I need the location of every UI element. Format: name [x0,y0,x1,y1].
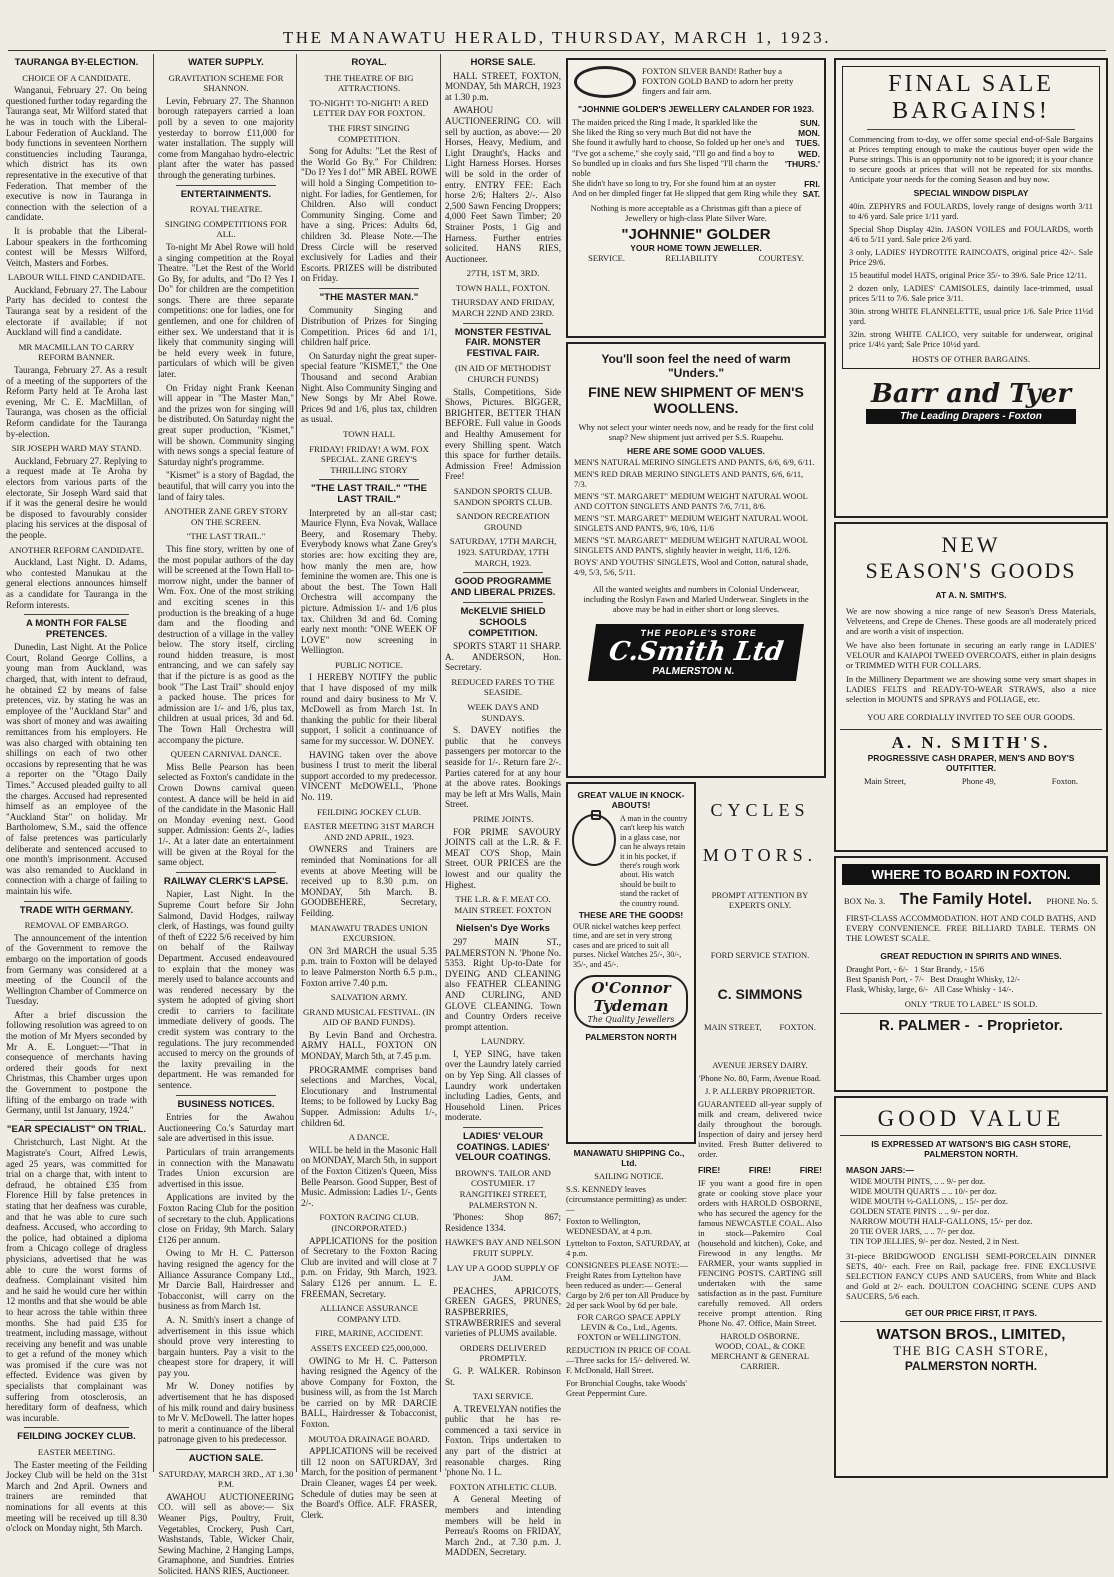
article-paragraph: Auckland, February 27. Replying to a request made at Te Aroha by electors from various parts of the electorate, Sir Joseph Ward said that if it was the general desire he would be disposed to favourably consider placing his services at the disposal of the people. [6,455,147,540]
barr-tyer-tagline: The Leading Drapers - Foxton [866,409,1076,424]
article-paragraph: G. P. WALKER. Robinson St. [445,1365,561,1387]
article-heading: MONSTER FESTIVAL FAIR. MONSTER FESTIVAL FAIR. [454,326,552,359]
list-item: 2 dozen only, LADIES' CAMISOLES, daintily lace-trimmed, usual prices 5/11 to 7/6. Sale price 3/11. [849,284,1093,303]
article-paragraph: Entries for the Awahou Auctioneering Co.'s Saturday mart sale are advertised in this issue. [158,1112,294,1144]
ford-service: FORD SERVICE STATION. [710,950,810,960]
c-smith-logo [588,624,804,681]
column-3 [296,54,441,1520]
mason-jars-heading: MASON JARS:— [846,1165,915,1175]
article-subheading: REMOVAL OF EMBARGO. [24,920,129,931]
hotel-box: BOX No. 3. [844,896,886,906]
list-item: 15 beautiful model HATS, original Price 35/- to 39/6. Sale Price 12/11. [849,271,1087,280]
article-subheading: SINGING COMPETITIONS FOR ALL. [164,218,288,240]
article-paragraph: I, YEP SING, have taken over the Laundry lately carried on by Yep Sing. All classes of Laundry work undertaken including Ladies, Gents, and Household Linen. Prices moderate. [445,1048,561,1123]
golder-brand: "JOHNNIE" GOLDER [621,225,771,243]
calendar-row [568,189,824,199]
article-paragraph: SPORTS START 11 SHARP. A. ANDERSON, Hon. Secretary. [445,641,561,673]
barr-intro: Commencing from to-day, we offer some special end-of-Sale Bargains at Prices tempting enough to make the cautious buyer open wide the Purse strings. This is an opportunity not to be ignored; it is your chance to secure goods at prices that will not be repeated for six months. Anticipate your needs for the coming Season and buy now. [849,134,1093,184]
article-paragraph: PROGRAMME comprises band selections and Marches, Vocal, Elocutionary and Instrumental Items; to be followed by Lucky Bag Supper. Admission: Adults 1/-, children 6d. [301,1064,437,1128]
an-smith-ad [834,522,1108,852]
knockabout-goods: THESE ARE THE GOODS! [578,910,684,921]
article-subheading: QUEEN CARNIVAL DANCE. [170,749,282,760]
article-subheading: THURSDAY AND FRIDAY, MARCH 22ND AND 23RD. [451,297,555,319]
cycles-title: CYCLES [710,800,810,820]
quality-jewellers: The Quality Jewellers [587,1015,675,1025]
knockabout-title: GREAT VALUE IN KNOCK-ABOUTS! [577,790,685,810]
article-paragraph: PEACHES, APRICOTS, GREEN GAGES, PRUNES, RASPBERRIES, STRAWBERRIES and several varieties of PLUMS available. [445,1285,561,1339]
woollens-heading: You'll soon feel the need of warm "Unders." [601,352,791,380]
watson-store: THE BIG CASH STORE, [893,1343,1049,1358]
article-paragraph: The Easter meeting of the Feilding Jockey Club will be held on the 31st March and 2nd April. Owners and trainers are reminded that nominations for all events at this meeting will be received up till 8.30 o'clock on Monday night, 5th March. [6,1459,147,1534]
woollens-note: All the wanted weights and numbers in Colonial Underwear, including the Roslyn Fawn and Marled Underwear. Singlets in the above may be had in either short or long sleeves. [583,584,809,614]
list-item: BOYS' AND YOUTHS' SINGLETS, Wool and Cotton, natural shade, 4/9, 5/3, 5/6, 5/11. [574,558,809,577]
article-subheading: FIRE, MARINE, ACCIDENT. [314,1328,424,1339]
article-subheading: SIR JOSEPH WARD MAY STAND. [11,443,142,454]
article-heading: AUCTION SALE. [188,1453,264,1465]
hotel-true-label: ONLY "TRUE TO LABEL" IS SOLD. [904,999,1038,1009]
article-paragraph: The announcement of the intention of the Government to remove the embargo on the importation of goods from Germany was considered at a meeting of the Council of the Wellington Chamber of Commerce on Tuesday. [6,932,147,1007]
hotel-heading: WHERE TO BOARD IN FOXTON. [842,864,1100,885]
fire-heading-2: FIRE! [748,1165,772,1175]
hotel-phone: PHONE No. 5. [1046,896,1098,906]
peppermint-cure: For Bronchial Coughs, take Woods' Great Peppermint Cure. [566,1378,687,1398]
list-item: MEN'S "ST. MARGARET" MEDIUM WEIGHT NATURAL WOOL SINGLETS AND PANTS, 9/6, 10/6, 11/6 [574,514,808,533]
calendar-row [568,128,824,138]
golder-calendar [568,118,824,200]
hosts-of-bargains: HOSTS OF OTHER BARGAINS. [911,354,1031,364]
column-rule [176,872,276,873]
calendar-verse: So bundled up in cloaks and furs She lisped "I'll charm the noble [572,158,769,179]
an-smith-town: Foxton. [1051,776,1079,786]
calendar-verse: She liked the Ring so very much But did not have the [572,128,752,138]
hotel-accommodation: FIRST-CLASS ACCOMMODATION. HOT AND COLD BATHS, AND EVERY CONVENIENCE. FREE BILLIARD TABLE. TERMS ON THE LOWEST SCALE. [846,913,1096,943]
article-heading: McKELVIE SHIELD SCHOOLS COMPETITION. [460,606,546,639]
article-paragraph: 297 MAIN ST., PALMERSTON N. 'Phone No. 5353. Right Up-to-Date for DYEING AND CLEANING also FEATHER CLEANING AND CURLING, AND GLOVE CLEANING. Town and Country Orders receive prompt attention. [445,936,561,1032]
article-subheading: (IN AID OF METHODIST CHURCH FUNDS) [454,363,552,385]
article-paragraph: AWAHOU AUCTIONEERING CO. will sell as above:— Six Weaner Pigs, Poultry, Fruit, Vegetables, Crockery, Push Cart, Washstands, Table, Wicker Chair, Sewing Machine, 2 Hanging Lamps, Gramaphone, and Sundries. Entries Solicited. HANS RIES, Auctioneer. [158,1491,294,1576]
golder-note: Nothing is more acceptable as a Christmas gift than a piece of Jewellery or high-class Plate Silver Ware. [590,202,802,223]
list-item: Special Shop Display 42in. JASON VOILES and FOULARDS, worth 4/6 to 5/11 yard. Sale price 2/6 yard. [849,225,1093,244]
article-paragraph: Tauranga, February 27. As a result of a meeting of the supporters of the Reform Party held at Te Aroha last evening, Mr C. E. MacMillan, of Tauranga, was chosen as the official Reform candidate for the Tauranga by-election. [6,365,147,439]
good-value-title: GOOD VALUE [877,1106,1065,1131]
watson-price-first: GET OUR PRICE FIRST, IT PAYS. [905,1308,1037,1318]
article-paragraph: To-night Mr Abel Rowe will hold a singing competition at the Royal Theatre. "Let the Rest of the World Go By, for adults, and "Do I? Yes I Do" for children are the competition songs. There are three separate competitions: one for ladies, one for gentlemen, and one for children of either sex. We understand that it is likely that community singing will be held every week in future, particulars of which will be given later. [158,241,294,380]
article-subheading: BROWN'S. TAILOR AND COSTUMIER. 17 RANGITIKEI STREET, PALMERSTON N. [455,1167,551,1210]
article-paragraph: Song for Adults: "Let the Rest of the World Go By." For Children: "Do I? Yes I do!" MR ABEL ROWE will hold a Singing Competition to-night. For ladies, for Gentlemen, for Children. Also will conduct Community Singing. Come and have a sing. Prices: Adults 6d, children 3d. Please Note.—The Dress Circle will be reserved exclusively for Ladies and their Escorts. PRIZES will be distributed on Friday. [301,146,437,284]
final-sale-title: FINAL SALE [888,71,1054,97]
article-subheading: FOXTON RACING CLUB. (INCORPORATED.) [319,1212,419,1233]
article-paragraph: A General Meeting of members and intending members will be held in Perreau's Rooms on FRIDAY, March 2nd., at 7.30 p.m. J. MADDEN, Secretary. [445,1494,561,1558]
article-paragraph: Interpreted by an all-star cast; Maurice Flynn, Eva Novak, Wallace Beery, and Rosemary Theby. Everybody knows what Zane Grey's stories are: how exciting they are, how manly the men are, how feminine the women are. This one is about the best. The Town Hall Orchestra will accompany the picture. Admission 1/- and 1/6 plus tax. Children 3d and 6d. Coming early next month: "ONE WEEK OF LOVE" now screening in Wellington. [301,507,437,656]
article-subheading: SATURDAY, MARCH 3RD., AT 1.30 P.M. [158,1468,294,1490]
golder-jeweller-ad [566,58,826,338]
article-subheading: ASSETS EXCEED £25,000,000. [310,1342,428,1353]
article-paragraph: On Friday night Frank Keenan will appear in "The Master Man," and the prizes won for singing will be distributed. On Saturday night the great super production, "Kismet," will be shown. Community singing with news songs a special feature of Saturday night's programme. [158,382,294,467]
list-item: Best Spanish Port, - 7/- Best Draught Whisky, 12/- [846,975,1020,984]
woollens-price-list [568,456,824,578]
an-smith-millinery: In the Millinery Department we are showing some very smart shapes in LADIES FELTS and READY-TO-WEAR STRAWS, also a nice selection in MOUNTS and SPRAYS and FOLIAGE, etc. [846,674,1096,704]
article-paragraph: Community Singing and Distribution of Prizes for Singing Competition. Prices 6d and 1/1, children half price. [301,305,437,348]
watson-bros-ad [834,1096,1108,1478]
article-paragraph: By Levin Band and Orchestra. ARMY HALL, FOXTON ON MONDAY, March 5th, at 7.45 p.m. [301,1029,437,1062]
article-paragraph: Napier, Last Night. In the Supreme Court before Sir John Salmond, David Hodges, railway clerk, of Hastings, was found guilty of theft of £222 5/6 received by him on behalf of the Railway Department. Accused endeavoured to explain that the money was merely used to balance accounts and was rendered necessary by the system he adopted of giving short credit to carriers to facilitate immediate delivery of goods. The credit system was contrary to the regulations. The jury recommended accused to mercy on the grounds of the laxity prevailing in the department. He was remanded for sentence. [158,889,294,1091]
family-hotel-ad [834,856,1108,1092]
article-heading: Nielsen's Dye Works [456,923,550,935]
article-paragraph: Levin, February 27. The Shannon borough ratepayers carried a loan poll by a seven to one majority yesterday to borrow £11,000 for water installation. The supply will come from Mangahao hydro-electric plant after the water has passed through the generating turbines. [158,95,294,180]
calendar-row [568,149,824,159]
oconnor-wordmark: O'Connor [591,979,671,998]
article-paragraph: Particulars of train arrangements in connection with the Manawatu Trades Union excursion are advertised in this issue. [158,1147,294,1189]
calendar-day: TUES. [795,138,820,149]
article-subheading: ANOTHER ZANE GREY STORY ON THE SCREEN. [164,506,288,527]
list-item: 30in. strong WHITE FLANNELETTE, usual price 1/6. Sale Price 11½d yard. [849,307,1093,326]
article-paragraph: Auckland, February 27. The Labour Party has decided to contest the Tauranga seat by a resident of the electorate if available; if not Auckland will find a candidate. [6,284,147,338]
article-subheading: REDUCED FARES TO THE SEASIDE. [451,676,555,698]
article-subheading: HAWKE'S BAY AND NELSON FRUIT SUPPLY. [445,1237,561,1258]
article-subheading: FOXTON ATHLETIC CLUB. [449,1481,557,1492]
barr-price-list [849,202,1093,350]
article-paragraph: Stalls, Competitions, Side Shows, Pictures. BIGGER, BRIGHTER, BETTER THAN BEFORE. Full value in Goods and Healthy Amusement for every Shilling spent. Watch this space for further details. Admission Free! Admission Free! [445,386,561,482]
article-subheading: WEEK DAYS AND SUNDAYS. [467,702,539,723]
article-paragraph: APPLICATIONS for the position of Secretary to the Foxton Racing Club are invited and will close at 7 p.m. on Friday, 9th March, 1923. Salary £126 per annum. L. E. FREEMAN, Secretary. [301,1235,437,1299]
column-rule [24,1120,129,1121]
column-rule [176,1095,276,1096]
fire-body: IF you want a good fire in open grate or cooking stove place your orders with HAROLD OSBORNE, who has secured the agency for the famous NEWCASTLE COAL. Also in stock—Pakemiro Coal (household and kitchen), Coke, and Firewood in any lengths. Mr FARMER, your wants supplied in FENCING POSTS. CARTING still undertaken with the same satisfaction as in the past. Furniture carefully removed. All orders receive prompt attention. Ring Phone No. 47. Office, Main Street. [698,1178,822,1328]
hotel-name: The Family Hotel. [899,891,1033,908]
article-subheading: SANDON RECREATION GROUND [456,511,550,532]
tydeman-wordmark: Tydeman [593,997,669,1016]
article-subheading: PRIME JOINTS. [472,814,534,824]
osborne-signature: HAROLD OSBORNE. [720,1331,800,1341]
article-paragraph: Applications are invited by the Foxton Racing Club for the position of secretary to the club. Applications close on Friday, 9th March. Salary £126 per annum. [158,1192,294,1245]
article-subheading: MANAWATU TRADES UNION EXCURSION. [310,922,428,944]
list-item: 40in. ZEPHYRS and FOULARDS, lovely range of designs worth 3/11 to 4/6 yard. Sale price 1/11 yard. [849,202,1093,221]
shipping-title: MANAWATU SHIPPING Co., Ltd. [573,1148,685,1168]
article-paragraph: HAVING taken over the above business I trust to merit the liberal support accorded to my predecessor. VINCENT McDOWELL, 'Phone No. 119. [301,749,437,802]
column-rule [463,1127,543,1128]
column-4 [440,54,565,1558]
list-item: 20 TIE OVER JARS, .. .. 7/- per doz. [850,1227,975,1236]
article-paragraph: AWAHOU AUCTIONEERING CO. will sell by auction, as above:— 20 Horses, Heavy, Medium, and Light Draught's, Hacks and Light Harness Horses. Horses will be sold in the order of entry. ENTRY FEE: Each horse 2/6; Halters 2/-. Also 2,500 Sawn Fencing Droppers; 4,000 Feet Sawn Timber; 20 Strainer Posts, 1 Gig and Harness. Further entries solicited. HANS RIES, Auctioneer. [445,105,561,264]
article-heading: TRADE WITH GERMANY. [19,904,134,916]
article-paragraph: A. TREVELYAN notifies the public that he has re-commenced a taxi service in Foxton. Trips undertaken to any part of the district at reasonable charges. Ring 'phone No. 1 L. [445,1403,561,1478]
article-heading: FEILDING JOCKEY CLUB. [17,1431,136,1443]
article-heading: HORSE SALE. [470,57,536,68]
column-rule [319,479,419,480]
article-paragraph: Dunedin, Last Night. At the Police Court, Roland George Collins, a young man from Auckland, was charged, that, with intent to defraud, he obtained £2 by means of false pretences, viz. by stating he was an employee of the "Auckland Star" and was short of money and was awaiting remittances from his employers. He was also charged with obtaining ten shillings on each of two other occasions by representing that he was a reporter on the "Otago Daily Times." Accused pleaded guilty to all the charges. Accused had represented himself as an employee of the "Auckland Star" on holiday. Mr Bartholomew, S.M., said the offence of false pretences was particularly deliberate and sentenced accused to one month's imprisonment. Accused was also remanded to Auckland in connection with a charge of failing to maintain his wife. [6,642,147,896]
knockabout-body: A man in the country can't keep his watch in a glass case, nor can he always retain it in his pocket, if there's rough work about. His watch should be built to stand the racket of the country round. [620,814,688,908]
woollens-intro: Why not select your winter needs now, and be ready for the first cold snap? New shipment just arrived per S.S. Ruapehu. [578,422,814,442]
motors-title: MOTORS. [702,845,818,865]
list-item: 32in. strong WHITE CALICO, very suitable for underwear, original price 1/4½ yard; Sale Price 10½d yard. [849,330,1093,349]
bargains-title: BARGAINS! [892,98,1050,124]
article-paragraph: I HEREBY NOTIFY the public that I have disposed of my milk round and dairy business to Mr V. McDowell as from March 1st. In thanking the public for their liberal support, I solicit a continuance of same for my successor. W. DONEY. [301,672,437,747]
article-subheading: FEILDING JOCKEY CLUB. [316,806,421,817]
store-banner: THE PEOPLE'S STORE [639,628,758,638]
simmons-name: C. SIMMONS [717,986,803,1002]
article-subheading: TO-NIGHT! TO-NIGHT! A RED LETTER DAY FOR FOXTON. [309,97,429,119]
list-item: MEN'S "ST. MARGARET" MEDIUM WEIGHT NATURAL WOOL AND COTTON SINGLETS AND PANTS 7/6, 7/11, 8/6. [574,492,808,511]
column-rule [176,185,276,186]
list-item: Flask, Whisky, large, 6/- All Case Whisky - 14/-. [846,985,1014,994]
article-paragraph: HALL STREET, FOXTON, MONDAY, 5th MARCH, 1923 at 1.30 p.m. [445,70,561,102]
article-subheading: EASTER MEETING 31ST MARCH AND 2ND APRIL, 1923. [303,821,435,842]
article-subheading: ALLIANCE ASSURANCE COMPANY LTD. [320,1303,418,1324]
golder-footer-service: SERVICE. [588,252,626,263]
list-item: NARROW MOUTH HALF-GALLONS, 15/- per doz. [850,1217,1033,1226]
article-paragraph: WILL be held in the Masonic Hall on MONDAY, March 5th, in support of the Foxton Citizen's Queen, Miss Belle Pearson. Good Supper, Best of Music. Admission: Ladies 1/-, Gents 2/-. [301,1144,437,1208]
calendar-verse: The maiden priced the Ring I made, It sparkled like the [572,118,758,127]
coal-reduction: REDUCTION IN PRICE OF COAL —Three sacks for 15/- delivered. W. F. McDonald, Hall Street. [566,1345,691,1375]
column-rule [176,1449,276,1450]
article-paragraph: On Saturday night the great super-special feature "KISMET," the One Thousand and second Arabian Night. Also Community Singing and New Songs by Mr Abel Rowe. Prices 9d and 1/6, plus tax, children as usual. [301,350,437,425]
article-subheading: TAXI SERVICE. [472,1391,534,1402]
oconnor-tydeman-logo [574,975,688,1028]
calendar-day: MON. [798,128,820,139]
article-paragraph: OWNERS and Trainers are reminded that Nominations for all events at above Meeting will be received up to 8.30 p.m. on MONDAY, 5th March. B. GOODBEHERE, Secretary, Feilding. [301,844,437,918]
calendar-verse: She found it awfully hard to choose, So folded up her one's and [572,138,785,148]
dairy-phone: 'Phone No. 80, Farm, Avenue Road. [698,1073,821,1083]
article-subheading: TOWN HALL [343,429,395,439]
woollens-values-heading: HERE ARE SOME GOOD VALUES. [627,446,765,456]
column-rule [24,614,129,615]
calendar-row [568,159,824,179]
column-rule [463,602,543,603]
article-subheading: ANOTHER REFORM CANDIDATE. [8,544,145,555]
article-subheading: SALVATION ARMY. [330,992,408,1003]
article-paragraph: "Kismet" is a story of Bagdad, the beautiful, that will carry you into the land of fairy tales. [158,470,294,502]
shipping-subtitle: SAILING NOTICE. [594,1171,664,1181]
article-subheading: "THE LAST TRAIL." [186,531,266,542]
article-subheading: GRAVITATION SCHEME FOR SHANNON. [168,72,284,94]
calendar-verse: "I've got a scheme," she coyly said, "I'll go and find a boy to [572,148,775,158]
calendar-row [568,138,824,148]
article-heading: ROYAL. [351,57,387,68]
column-2 [153,54,298,1576]
list-item: GOLDEN STATE PINTS .. .. 9/- per doz. [850,1207,990,1216]
c-smith-place: PALMERSTON N. [651,666,736,677]
pocket-watch-icon [572,814,616,866]
article-paragraph: After a brief discussion the following resolution was agreed to on the motion of Mr Myers seconded by Mr A. E. Longuet:—"That in consequence of merchants having ordered their goods for next Christmas, this Chamber urges upon the Government to postpone the lifting of the embargo on trade with Germany, until 1st January, 1924." [6,1009,147,1116]
golder-footer-courtesy: COURTESY. [758,252,804,263]
an-smith-street: Main Street, [863,776,906,786]
list-item: MEN'S NATURAL MERINO SINGLETS AND PANTS, 6/6, 6/9, 6/11. [574,458,815,467]
knockabout-watches-ad [566,782,696,1144]
shipping-kennedy: S.S. KENNEDY leaves (circumstance permitting) as under:— [566,1184,688,1214]
fire-heading-1: FIRE! [698,1165,721,1175]
article-subheading: GRAND MUSICAL FESTIVAL. (IN AID OF BAND FUNDS). [303,1006,435,1028]
golder-tagline: YOUR HOME TOWN JEWELLER. [630,242,762,253]
article-paragraph: Auckland, Last Night. D. Adams, who contested Manukau at the general elections announces himself as a candidate for Tauranga in the Reform interests. [6,557,147,610]
article-subheading: SATURDAY, 17TH MARCH, 1923. SATURDAY, 17TH MARCH, 1923. [449,536,557,568]
column-rule [319,288,419,289]
article-paragraph: Wanganui, February 27. On being questioned further today regarding the Tauranga seat, Mr Wilford stated that he was in touch with the Liberal-Labour Federation of Auckland. The body functions in seventeen Northern constituencies including Tauranga, which district has its own representative in the executive of that Federation. That member of the executive is now in Tauranga in connection with the selection of a candidate. [6,85,147,223]
golder-intro: FOXTON SILVER BAND! Rather buy a FOXTON GOLD BAND to adorn her pretty fingers and fair arm. [642,66,794,96]
knockabout-place: PALMERSTON NORTH [585,1032,677,1043]
seasons-goods-title: SEASON'S GOODS [865,558,1077,583]
hotel-price-list [836,965,1106,995]
watson-place: PALMERSTON NORTH. [904,1359,1038,1373]
list-item: WIDE MOUTH PINTS, .. .. 9/- per doz. [850,1177,986,1186]
article-heading: ENTERTAINMENTS. [180,188,272,200]
watson-subtitle: IS EXPRESSED AT WATSON'S BIG CASH STORE, PALMERSTON NORTH. [871,1139,1071,1159]
list-item: WIDE MOUTH ½-GALLONS, .. 15/- per doz. [850,1197,1008,1206]
an-smith-phone: Phone 49, [961,776,996,786]
list-item: TIN TOP JELLIES, 9/- per doz. Nested, 2 in Nest. [850,1237,1019,1246]
calendar-verse: And on her dimpled finger fat He slipped that gem Ring while they [572,189,798,199]
article-subheading: CHOICE OF A CANDIDATE. [22,72,131,83]
article-paragraph: Mr W. Doney notifies by advertisement that he has disposed of his milk round and dairy business to Mr V. McDowell. The latter hopes to merit a continuance of the liberal patronage given to his predecessor. [158,1381,294,1445]
column-rule [463,323,543,324]
smith-woollens-ad [566,342,826,778]
dairy-fire-ads [698,1060,822,1474]
list-item: WIDE MOUTH QUARTS .. .. 10/- per doz. [850,1187,997,1196]
shipping-notice [566,1148,692,1474]
watson-price-list [836,1177,1106,1247]
article-heading: LADIES' VELOUR COATINGS. LADIES' VELOUR COATINGS. [455,1131,551,1164]
fire-heading-3: FIRE! [799,1165,822,1175]
article-paragraph: Miss Belle Pearson has been selected as Foxton's candidate in the Crown Downs carnival queen contest. A dance will be held in aid of the candidate in the Masonic Hall on Monday evening next. Good supper. Admission: Gents 2/-, ladies 1/-. At a later date an entertainment will be given at the Royal for the same object. [158,761,294,868]
article-paragraph: 'Phones: Shop 867; Residence 1334. [445,1212,561,1233]
article-heading: GOOD PROGRAMME AND LIBERAL PRIZES. [450,576,556,598]
barr-tyer-ad [834,58,1108,518]
article-heading: RAILWAY CLERK'S LAPSE. [163,875,289,887]
masthead: THE MANAWATU HERALD, THURSDAY, MARCH 1, 1923. [8,28,1106,51]
article-subheading: 27TH, 1ST M, 3RD. [466,268,540,279]
golder-footer-reliability: RELIABILITY [665,252,719,263]
article-subheading: LABOUR WILL FIND CANDIDATE. [7,272,146,283]
list-item: 3 only, LADIES' HYDROTITE RAINCOATS, original price 42/-. Sale Price 29/6. [849,248,1093,267]
article-paragraph: FOR PRIME SAVOURY JOINTS call at the L.R. & F. MEAT CO'S Shop, Main Street. OUR PRICES are the lowest and our quality the Highest. [445,826,561,890]
hotel-proprietor: R. PALMER - - Proprietor. [879,1017,1063,1034]
shipping-lyttelton: Lyttelton to Foxton, SATURDAY, at 4 p.m. [566,1238,690,1258]
dairy-body: GUARANTEED all-year supply of milk and cream, delivered twice daily throughout the borough. Inspection of dairy and jersey herd invited. Fresh Butter delivered to order. [698,1099,822,1159]
column-rule [24,1427,129,1428]
cycles-motors-ad [698,786,822,1052]
calendar-day: FRI. [804,179,820,190]
ring-icon [574,66,636,98]
article-subheading: THE THEATRE OF BIG ATTRACTIONS. [324,72,414,94]
article-paragraph: This fine story, written by one of the most popular authors of the day will be screened at the Town Hall to-morrow night, under the banner of Wm. Fox. One of the most striking and exciting scenes in this production is the breaking of a huge dam and the flooding and destruction of a village in the valley below. The story itself, circling round hidden treasure, is most entrancing, and we can safely say that if the picture is as good as the book "The Last Trail" should enjoy a packed house. The prices for admission are 1/- and 1/6, plus tax, children at usual prices, 3d and 6d. The Town Hall Orchestra will accompany the picture. [158,543,294,745]
dairy-owner: J. P. ALLERBY PROPRIETOR. [704,1086,816,1096]
calendar-row [568,179,824,189]
article-paragraph: A. N. Smith's insert a change of advertisement in this issue which should prove very interesting to bargain hunters. Pay a visit to the cheapest store for drapery, it will pay you. [158,1314,294,1378]
article-paragraph: OWING to Mr H. C. Patterson having resigned the Agency of the above Company for Foxton, the business will, as from the 1st March be carried on by MR DARCIE BALL, Hairdresser & Tobacconist, Foxton. [301,1355,437,1430]
article-paragraph: ON 3rd MARCH the usual 5.35 p.m. train to Foxton will be delayed to leave Palmerston North 6.5 p.m., Foxton arrive 7.40 p.m. [301,945,437,988]
osborne-trade: WOOD, COAL, & COKE MERCHANT & GENERAL CARRIER. [710,1341,810,1371]
article-subheading: LAY UP A GOOD SUPPLY OF JAM. [446,1262,560,1284]
article-heading: "THE LAST TRAIL." "THE LAST TRAIL." [311,483,427,505]
window-display-heading: SPECIAL WINDOW DISPLAY [913,188,1029,198]
watson-name: WATSON BROS., LIMITED, [876,1326,1066,1343]
article-paragraph: Christchurch, Last Night. At the Magistrate's Court, Alfred Lewis, aged 25 years, was committed for trial on a charge that, with intent to defraud, he obtained £35 from Florence Hill by false pretences in stating that her deafness was curable, and that he was able to cure such deafness. Accused, who according to the police, had obtained a diploma from a Chicago college of dragless physicians, advertised that he was able to cure the worst forms of deafness. Complainant visited him and he said he would cure her within 12 months and that she would be able to hear across the table within three months. She had paid £35 for treatment, including massage, without receiving any benefit and was unable to get a refund of the money which was promised if the cure was not effected. Evidence was given by specialists that complainant was suffering from otosclerosis, an hereditary form of deafness, which was incurable. [6,1137,147,1423]
article-paragraph: S. DAVEY notifies the public that he conveys passengers per motorcar to the seaside for 1/-. Return fare 2/-. Parties catered for at any hour at the above rates. Bookings may be left at Mrs Walls, Main Street. [445,725,561,810]
article-heading: "EAR SPECIALIST" ON TRIAL. [6,1123,147,1135]
article-paragraph: APPLICATIONS will be received till 12 noon on SATURDAY, 3rd March, for the position of permanent Drain Cleaner, wages £4 per week. Schedule of duties may be seen at the Board's Office. ALF. FRASER, Clerk. [301,1446,437,1520]
new-title: NEW [941,532,1001,557]
article-paragraph: It is probable that the Liberal-Labour speakers in the forthcoming contest will be Messrs Wilford, Veitch, Masters and Forbes. [6,225,147,268]
list-item: MEN'S RED DRAB MERINO SINGLETS AND PANTS, 6/6, 6/11, 7/3. [574,470,804,489]
article-subheading: THE L.R. & F. MEAT CO. MAIN STREET. FOXTON [454,894,552,915]
column-1 [6,54,151,1534]
column-rule [463,919,543,920]
article-heading: TAURANGA BY-ELECTION. [14,57,139,68]
watson-dinner-sets: 31-piece BRIDGWOOD ENGLISH SEMI-PORCELAIN DINNER SETS, 40/- each. Free on Rail, package free. FINE EXCLUSIVE SELECTION FANCY CUPS AND SAUCERS, from White and Black and Gold at 2/- each. DOULTON COACHING SCENE CUPS AND SAUCERS, 5/6 each. [846,1251,1096,1301]
article-subheading: MOUTOA DRAINAGE BOARD. [308,1433,430,1444]
barr-tyer-logo [866,379,1076,424]
golder-title: "JOHNNIE GOLDER'S JEWELLERY CALANDER FOR 1923. [577,104,815,114]
article-subheading: PUBLIC NOTICE. [335,659,403,670]
article-subheading: SANDON SPORTS CLUB. SANDON SPORTS CLUB. [453,485,553,507]
column-rule [24,901,129,902]
c-smith-wordmark: C.Smith Ltd [607,637,786,667]
article-subheading: A DANCE. [348,1132,390,1143]
article-subheading: ROYAL THEATRE. [189,204,263,215]
calendar-day: SAT. [802,189,820,200]
an-smith-coats: We have also been fortunate in securing an early range in LADIES' VELOUR and KAIAPOI TWEED OVERCOATS, either in plain designs or TRIMMED WITH FUR COLLARS. [846,640,1096,670]
an-smith-name: A. N. SMITH'S. [891,733,1051,752]
article-subheading: FRIDAY! FRIDAY! A WM. FOX SPECIAL. ZANE GREY'S THRILLING STORY [309,443,429,475]
calendar-verse: She didn't have so long to try, For she found him at an oyster [572,179,776,189]
article-paragraph: Owing to Mr H. C. Patterson having resigned the agency for the Alliance Assurance Company Ltd., Mr Darcie Ball, Hairdresser and Tobacconist, will carry on the business as from March 1st. [158,1248,294,1312]
knockabout-prices: OUR nickel watches keep perfect time, and are set in very strong cases and are priced to suit all purses. Nickel Watches 25/-, 30/-, 35/-, and 45/-. [573,922,682,969]
calendar-day: WED. [798,148,820,159]
shipping-agents: FOR CARGO SPACE APPLY LEVIN & Co., Ltd., Agents. FOXTON or WELLINGTON. [577,1312,681,1342]
simmons-street: MAIN STREET, [704,1022,762,1032]
shipping-rates: CONSIGNEES PLEASE NOTE:— Freight Rates from Lyttelton have been reduced as under:— General Cargo by 2/6 per ton All Produce by 2d per sack Wool by 6d per bale. [566,1260,690,1310]
article-heading: A MONTH FOR FALSE PRETENCES. [26,618,127,640]
article-heading: WATER SUPPLY. [188,57,264,68]
article-heading: BUSINESS NOTICES. [177,1098,275,1110]
calendar-day: 'THURS.' [784,158,820,169]
an-smith-sub: AT A. N. SMITH'S. [935,590,1007,600]
article-subheading: ORDERS DELIVERED PROMPTLY. [459,1342,547,1364]
article-subheading: LAUNDRY. [481,1036,525,1047]
article-subheading: MR MACMILLAN TO CARRY REFORM BANNER. [18,341,135,363]
an-smith-tagline: PROGRESSIVE CASH DRAPER, MEN'S AND BOY'S OUTFITTER. [867,753,1075,773]
an-smith-invite: YOU ARE CORDIALLY INVITED TO SEE OUR GOODS. [867,712,1075,722]
article-heading: "THE MASTER MAN." [319,291,419,303]
list-item: MEN'S "ST. MARGARET" MEDIUM WEIGHT NATURAL WOOL SINGLETS AND PANTS, slightly heavier in weight, 11/6, 12/6. [574,536,808,555]
an-smith-dress: We are now showing a nice range of new Season's Dress Materials, Velveteens, and Crepe de Chenes. These goods are all moderately priced and are worth a visit of inspection. [846,606,1096,636]
simmons-town: FOXTON. [779,1022,816,1032]
calendar-day: SUN. [799,118,820,128]
woollens-subheading: FINE NEW SHIPMENT OF MEN'S WOOLLENS. [588,384,804,416]
article-subheading: THE FIRST SINGING COMPETITION. [328,122,410,144]
list-item: Draught Port, - 6/- 1 Star Brandy, - 15/6 [846,965,985,974]
barr-tyer-wordmark: Barr and Tyer [870,379,1072,409]
dairy-title: AVENUE JERSEY DAIRY. [712,1060,808,1070]
column-rule [463,572,543,573]
article-subheading: TOWN HALL, FOXTON. [456,282,550,293]
shipping-wellington: Foxton to Wellington, WEDNESDAY, at 4 p.m. [566,1216,652,1236]
cycles-attention: PROMPT ATTENTION BY EXPERTS ONLY. [711,890,809,910]
calendar-row [568,118,824,128]
hotel-spirits: GREAT REDUCTION IN SPIRITS AND WINES. [880,951,1062,961]
article-subheading: EASTER MEETING. [37,1447,116,1458]
